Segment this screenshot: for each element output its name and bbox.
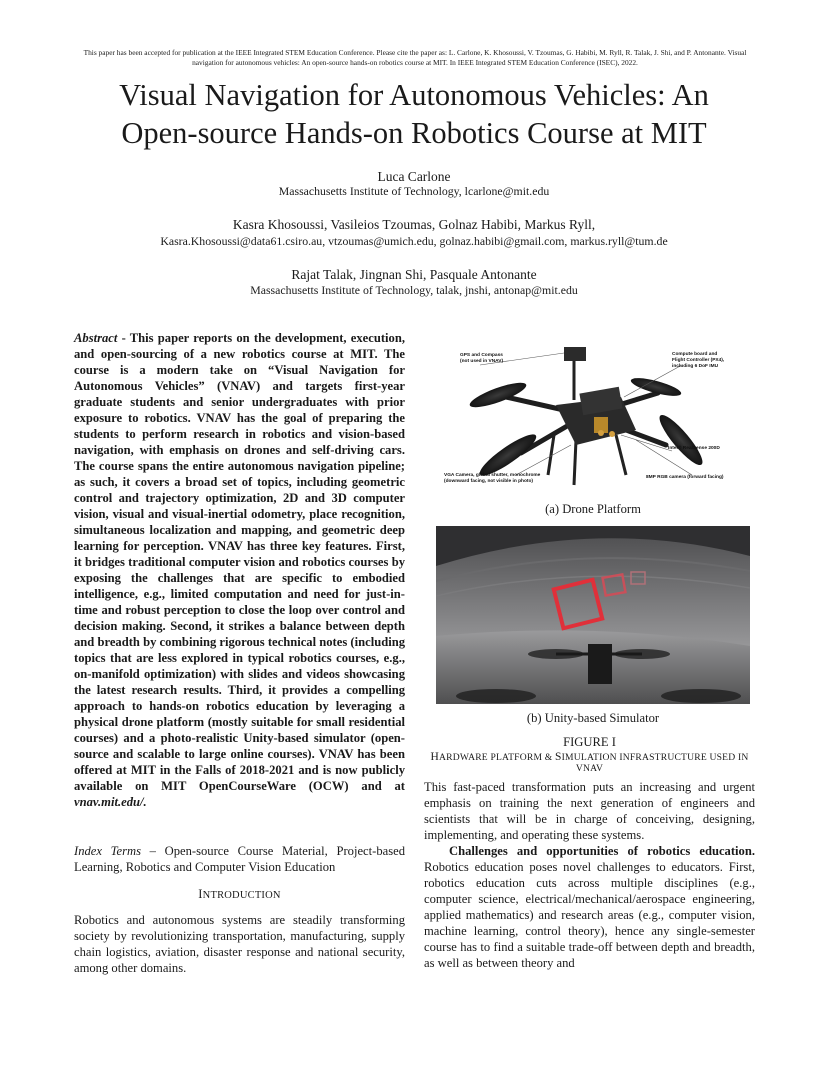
right-column-text: [424, 779, 755, 971]
annotation-rgb-camera: 8MP RGB camera (forward facing): [646, 475, 724, 480]
affiliation-2: Kasra.Khosoussi@data61.csiro.au, vtzoumas@umich.edu, golnaz.habibi@gmail.com, markus.ryll@tum.de: [160, 234, 668, 248]
abstract-text: - This paper reports on the development, execution, and open-sourcing of a new robotics course at MIT. The course is a modern take on “Visual Navigation for Autonomous Vehicles” (VNAV) and targets first-year graduate students and senior undergraduates with prior exposure to robotics. VNAV has the goal of preparing the students to perform research in robotics and vision-based navigation, with emphasis on drones and self-driving cars. The course spans the entire autonomous navigation pipeline; as such, it covers a broad set of topics, including geometric control and trajectory optimization, 2D and 3D computer vision, visual and visual-inertial odometry, place recognition, simultaneous localization and mapping, and geometric deep learning for perception. VNAV has three key features. First, it bridges traditional computer vision and robotics courses by exposing the challenges that are specific to embodied intelligence, e.g., limited computation and need for just-in-time and robust perception to close the loop over control and decision making. Second, it strikes a balance between depth and breadth by combining rigorous technical notes (including topics that are less explored in typical robotics courses, e.g., on-manifold optimization) with slides and videos showcasing the latest research results. Third, it provides a compelling approach to hands-on robotics education by leveraging a physical drone platform (mostly suitable for small residential courses) and a photo-realistic Unity-based simulator (open-source and scalable to large online courses). VNAV has been offered at MIT in the Falls of 2018-2021 and is now publicly available on MIT OpenCourseWare (OCW) and at: [74, 331, 405, 793]
index-terms-text: – Open-source Course Material, Project-based Learning, Robotics and Computer Vision Education: [74, 844, 406, 874]
course-url[interactable]: vnav.mit.edu/.: [74, 795, 147, 809]
paragraph-transformation: This fast-paced transformation puts an increasing and urgent emphasis on training the next generation of engineers and scientists that will be in charge of conceiving, designing, implementing, and operating these systems.: [424, 780, 755, 842]
annotation-vga-camera: VGA Camera, global shutter, monochrome (downward facing, not visible in photo): [444, 473, 541, 484]
index-terms: [74, 843, 405, 875]
drone-platform-photo: [436, 335, 750, 493]
section-heading-introduction: INTRODUCTION: [198, 887, 281, 901]
annotation-gps: GPS and Compass (not used in VNAV): [460, 353, 504, 364]
figure-label: FIGURE I: [563, 735, 616, 749]
paper-title: [40, 76, 788, 152]
author-group-2: Kasra Khosoussi, Vasileios Tzoumas, Golnaz Habibi, Markus Ryll,: [232, 217, 596, 232]
introduction-paragraph: Robotics and autonomous systems are steadily transforming society by revolutionizing transportation, manufacturing, supply chain logistics, aviation, disaster response and national security, among other domains.: [74, 913, 405, 975]
affiliation-1: Massachusetts Institute of Technology, lcarlone@mit.edu: [278, 184, 550, 198]
figure-title: HARDWARE PLATFORM & SIMULATION INFRASTRUCTURE USED IN VNAV: [430, 751, 749, 774]
challenges-text: Robotics education poses novel challenges to educators. First, robotics education cuts across multiple disciplines (e.g., computer science, electrical/mechanical/aerospace engineering, applied mathematics) and research areas (e.g., computer vision, machine learning, control theory), hence any single-semester course has to find a suitable trade-off between depth and breadth, as well as between theory and: [424, 860, 755, 970]
annotation-realsense: Intel® RealSense 200D: [668, 446, 720, 451]
unity-simulator-screenshot: [436, 526, 750, 704]
title-line-2: Open-source Hands-on Robotics Course at MIT: [121, 116, 707, 150]
annotation-compute: Compute board and Flight Controller (PX4), including 6 DoF IMU: [672, 352, 725, 369]
simulator-illustration: [436, 526, 750, 704]
abstract: [74, 330, 405, 810]
citation-notice: This paper has been accepted for publication at the IEEE Integrated STEM Education Conference. Please cite the paper as: L. Carlone, K. Khosoussi, V. Tzoumas, G. Habibi, M. Ryll, R. Talak, J. Shi, and P. Antonante. Visual navigation for autonomous vehicles: An open-source hands-on robotics course at MIT. In IEEE Integrated STEM Education Conference (ISEC), 2022.: [83, 48, 747, 67]
author-group-1: Luca Carlone: [377, 169, 451, 184]
author-group-3: Rajat Talak, Jingnan Shi, Pasquale Antonante: [291, 267, 537, 282]
abstract-label: Abstract: [74, 331, 118, 345]
title-line-1: Visual Navigation for Autonomous Vehicles: An: [119, 78, 709, 112]
paragraph-challenges: [424, 843, 755, 971]
affiliation-3: Massachusetts Institute of Technology, talak, jnshi, antonap@mit.edu: [250, 283, 578, 297]
caption-drone-platform: (a) Drone Platform: [545, 502, 641, 516]
caption-unity-simulator: (b) Unity-based Simulator: [526, 711, 660, 725]
index-terms-label: Index Terms: [74, 844, 141, 858]
challenges-heading: Challenges and opportunities of robotics education.: [449, 844, 755, 858]
